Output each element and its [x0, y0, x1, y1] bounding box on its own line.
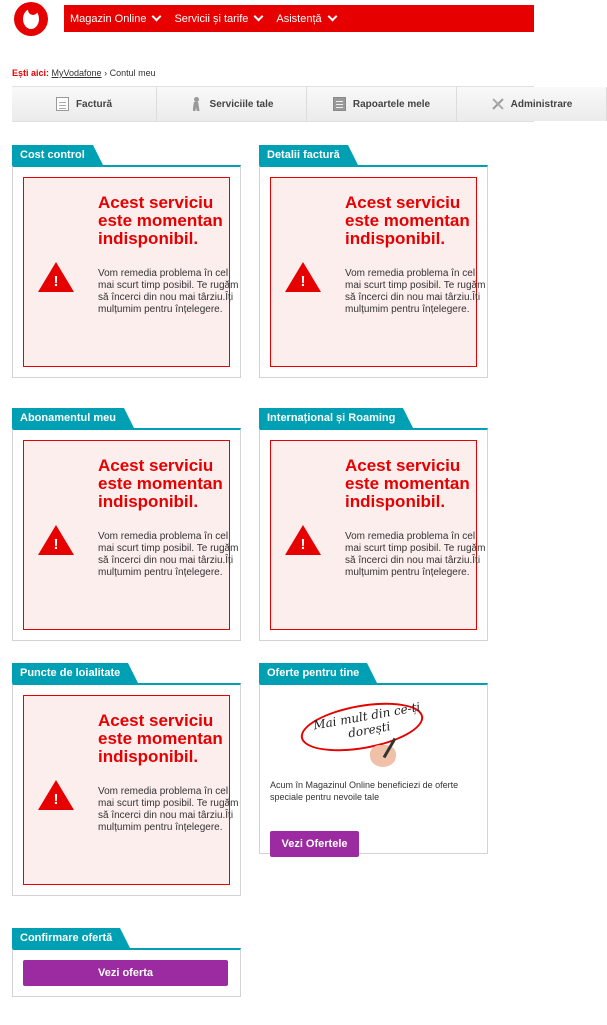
error-text: Vom remedia problema în cel mai scurt timp posibil. Te rugăm să încerci din nou mai târziu.Îți mulțumim pentru înțelegere. — [345, 531, 486, 578]
nav-item-asistenta[interactable] — [276, 13, 335, 25]
breadcrumb — [12, 68, 156, 78]
panel-title: Confirmare ofertă — [12, 928, 120, 948]
breadcrumb-separator: › — [104, 68, 108, 78]
panel-body — [12, 165, 241, 378]
tab-rapoartele-mele[interactable] — [307, 87, 457, 121]
tab-label: Rapoartele mele — [352, 98, 431, 110]
panel-body — [259, 428, 488, 641]
report-icon — [333, 97, 346, 111]
person-icon — [190, 97, 203, 111]
panel-body — [12, 683, 241, 896]
error-box — [23, 440, 239, 630]
panel-abonamentul-meu — [12, 408, 241, 641]
account-tabs — [12, 86, 573, 122]
panel-title: Abonamentul meu — [12, 408, 124, 428]
panel-body — [12, 428, 241, 641]
panel-body — [259, 165, 488, 378]
error-title: Acest serviciu este momentan indisponibil. — [98, 711, 223, 766]
tools-icon — [491, 97, 504, 111]
error-box — [23, 695, 239, 885]
error-box — [270, 177, 486, 367]
exclamation-icon: ! — [53, 791, 59, 808]
view-offer-button[interactable]: Vezi oferta — [23, 960, 228, 986]
top-navigation — [64, 5, 534, 32]
offer-description: Acum în Magazinul Online beneficiezi de oferte speciale pentru nevoile tale — [270, 780, 459, 802]
offer-art-text: Mai mult din ce-ți dorești — [312, 699, 422, 741]
nav-item-servicii-tarife[interactable] — [174, 13, 262, 25]
error-text: Vom remedia problema în cel mai scurt timp posibil. Te rugăm să încerci din nou mai târziu.Îți mulțumim pentru înțelegere. — [98, 531, 239, 578]
panel-confirmare-oferta — [12, 928, 241, 997]
exclamation-icon: ! — [53, 536, 59, 553]
error-box — [270, 440, 486, 630]
panel-body — [12, 948, 241, 997]
error-text: Vom remedia problema în cel mai scurt timp posibil. Te rugăm să încerci din nou mai târziu.Îți mulțumim pentru înțelegere. — [345, 268, 486, 315]
tab-administrare[interactable] — [457, 87, 607, 121]
panel-detalii-factura — [259, 145, 488, 378]
error-text: Vom remedia problema în cel mai scurt timp posibil. Te rugăm să încerci din nou mai târziu.Îți mulțumim pentru înțelegere. — [98, 268, 239, 315]
error-text: Vom remedia problema în cel mai scurt timp posibil. Te rugăm să încerci din nou mai târziu.Îți mulțumim pentru înțelegere. — [98, 786, 239, 833]
nav-item-label: Magazin Online — [70, 12, 147, 25]
chevron-down-icon — [327, 12, 337, 22]
error-title: Acest serviciu este momentan indisponibil. — [345, 193, 470, 248]
breadcrumb-current: Contul meu — [109, 68, 156, 78]
exclamation-icon: ! — [53, 273, 59, 290]
nav-item-label: Asistență — [276, 12, 322, 25]
panel-puncte-loialitate — [12, 663, 241, 896]
vodafone-logo-icon[interactable] — [14, 2, 48, 36]
exclamation-icon: ! — [300, 536, 306, 553]
nav-item-magazin-online[interactable] — [70, 13, 160, 25]
chevron-down-icon — [152, 12, 162, 22]
panel-title: Detalii factură — [259, 145, 348, 165]
error-box — [23, 177, 239, 367]
nav-item-label: Servicii și tarife — [174, 12, 249, 25]
tab-label: Administrare — [510, 98, 573, 110]
breadcrumb-label: Ești aici: — [12, 68, 50, 78]
panel-title: Internațional și Roaming — [259, 408, 403, 428]
error-title: Acest serviciu este momentan indisponibil. — [98, 193, 223, 248]
tab-factura[interactable] — [12, 87, 157, 121]
panel-body — [259, 683, 488, 854]
panel-title: Oferte pentru tine — [259, 663, 367, 683]
panel-cost-control — [12, 145, 241, 378]
tab-serviciile-tale[interactable] — [157, 87, 307, 121]
error-title: Acest serviciu este momentan indisponibil. — [345, 456, 470, 511]
document-icon — [56, 97, 69, 111]
exclamation-icon: ! — [300, 273, 306, 290]
top-header — [0, 0, 534, 38]
offer-illustration — [270, 695, 477, 777]
panel-oferte-pentru-tine — [259, 663, 488, 854]
panel-title: Puncte de loialitate — [12, 663, 128, 683]
chevron-down-icon — [254, 12, 264, 22]
panel-title: Cost control — [12, 145, 93, 165]
error-title: Acest serviciu este momentan indisponibil. — [98, 456, 223, 511]
tab-label: Serviciile tale — [209, 98, 274, 110]
view-offers-button[interactable]: Vezi Ofertele — [270, 831, 359, 857]
panel-international-roaming — [259, 408, 488, 641]
breadcrumb-link-myvodafone[interactable]: MyVodafone — [51, 68, 102, 78]
tab-label: Factură — [75, 98, 113, 110]
